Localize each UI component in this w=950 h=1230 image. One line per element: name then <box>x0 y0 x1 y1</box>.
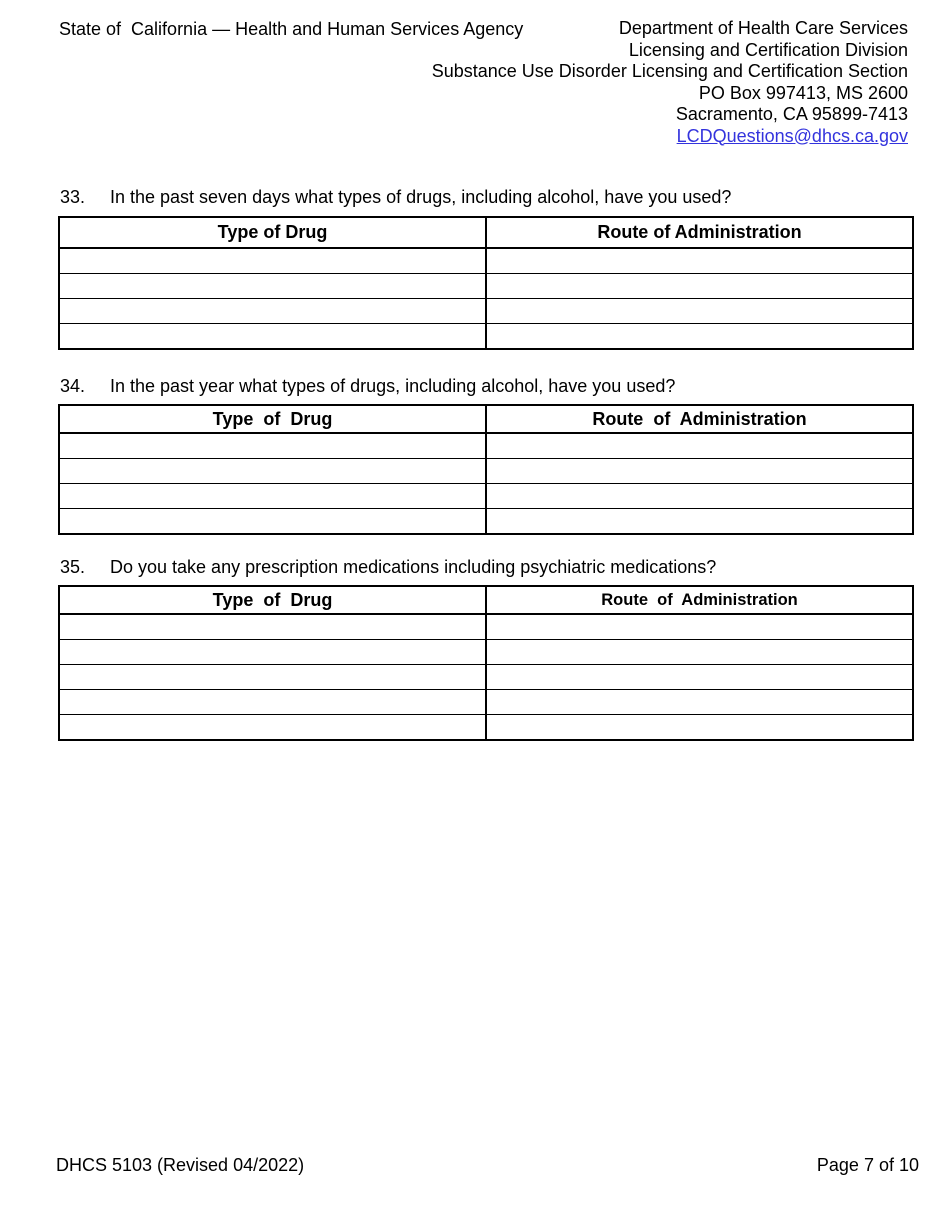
drug-type-cell[interactable] <box>59 324 486 350</box>
drug-type-cell[interactable] <box>59 299 486 324</box>
table-row <box>59 690 913 715</box>
table-row <box>59 433 913 459</box>
route-cell[interactable] <box>486 614 913 640</box>
route-cell[interactable] <box>486 324 913 350</box>
column-header-type-of-drug: Type of Drug <box>59 405 486 433</box>
column-header-type-of-drug: Type of Drug <box>59 586 486 614</box>
route-cell[interactable] <box>486 274 913 299</box>
question-number: 35. <box>60 557 86 577</box>
drug-type-cell[interactable] <box>59 274 486 299</box>
table-row <box>59 248 913 274</box>
route-cell[interactable] <box>486 433 913 459</box>
state-agency-line: State of California — Health and Human Services Agency <box>59 19 524 39</box>
route-cell[interactable] <box>486 509 913 535</box>
drug-type-cell[interactable] <box>59 484 486 509</box>
column-header-route: Route of Administration <box>486 405 913 433</box>
table-row <box>59 484 913 509</box>
route-cell[interactable] <box>486 299 913 324</box>
question-35-table <box>58 585 914 741</box>
form-id: DHCS 5103 (Revised 04/2022) <box>56 1155 305 1175</box>
route-cell[interactable] <box>486 665 913 690</box>
route-cell[interactable] <box>486 640 913 665</box>
department-name: Department of Health Care Services <box>618 18 908 38</box>
question-text: Do you take any prescription medications including psychiatric medications? <box>110 557 717 577</box>
column-header-route: Route of Administration <box>486 586 913 614</box>
drug-type-cell[interactable] <box>59 509 486 535</box>
table-row <box>59 299 913 324</box>
table-row <box>59 274 913 299</box>
po-box: PO Box 997413, MS 2600 <box>698 82 908 103</box>
question-number: 33. <box>60 187 86 207</box>
table-row <box>59 715 913 741</box>
drug-type-cell[interactable] <box>59 690 486 715</box>
question-text: In the past year what types of drugs, including alcohol, have you used? <box>110 376 676 396</box>
table-row <box>59 614 913 640</box>
page-number: Page 7 of 10 <box>816 1155 919 1175</box>
department-address-block <box>432 18 908 147</box>
question-35 <box>60 556 716 578</box>
table-row <box>59 665 913 690</box>
column-header-type-of-drug: Type of Drug <box>59 217 486 248</box>
city-state-zip: Sacramento, CA 95899-7413 <box>675 104 908 124</box>
question-34-table <box>58 404 914 535</box>
table-row <box>59 459 913 484</box>
route-cell[interactable] <box>486 484 913 509</box>
table-row <box>59 324 913 350</box>
division-name: Licensing and Certification Division <box>628 39 908 60</box>
table-row <box>59 509 913 535</box>
question-33-table <box>58 216 914 350</box>
table-row <box>59 640 913 665</box>
route-cell[interactable] <box>486 459 913 484</box>
question-text: In the past seven days what types of drugs, including alcohol, have you used? <box>110 187 732 207</box>
drug-type-cell[interactable] <box>59 665 486 690</box>
section-name: Substance Use Disorder Licensing and Certification Section <box>431 61 908 81</box>
route-cell[interactable] <box>486 248 913 274</box>
question-number: 34. <box>60 376 86 396</box>
drug-type-cell[interactable] <box>59 715 486 741</box>
drug-type-cell[interactable] <box>59 459 486 484</box>
route-cell[interactable] <box>486 715 913 741</box>
question-34 <box>60 375 675 397</box>
question-33 <box>60 186 731 208</box>
drug-type-cell[interactable] <box>59 614 486 640</box>
contact-email-link[interactable]: LCDQuestions@dhcs.ca.gov <box>676 125 908 146</box>
drug-type-cell[interactable] <box>59 248 486 274</box>
drug-type-cell[interactable] <box>59 433 486 459</box>
route-cell[interactable] <box>486 690 913 715</box>
drug-type-cell[interactable] <box>59 640 486 665</box>
column-header-route: Route of Administration <box>486 217 913 248</box>
